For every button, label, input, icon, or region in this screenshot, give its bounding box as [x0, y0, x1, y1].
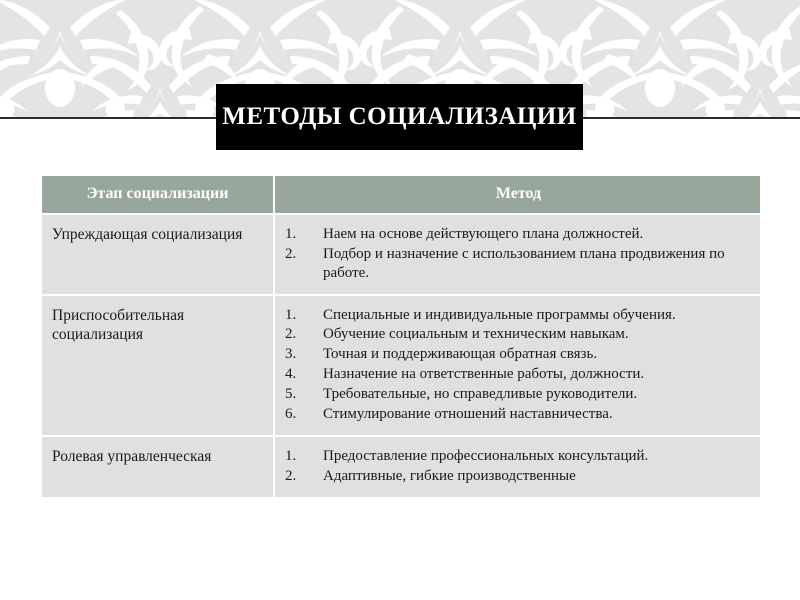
- method-item: Стимулирование отношений наставничества.: [323, 406, 613, 422]
- column-header-method: Метод: [495, 185, 542, 202]
- stage-cell: Приспособительная социализация: [42, 296, 275, 435]
- method-item: Требовательные, но справедливые руководители.: [323, 386, 638, 403]
- method-item: Назначение на ответственные работы, должности.: [323, 366, 645, 383]
- method-item: Адаптивные, гибкие производственные: [323, 467, 576, 484]
- table-row: [42, 437, 760, 499]
- table-header-row: [42, 176, 760, 215]
- stage-cell: Упреждающая социализация: [42, 215, 275, 294]
- table-row: [42, 296, 760, 437]
- method-item: Наем на основе действующего плана должностей.: [323, 225, 644, 242]
- method-list: [285, 225, 752, 283]
- table-row: [42, 215, 760, 296]
- page-title: МЕТОДЫ СОЦИАЛИЗАЦИИ: [222, 103, 577, 130]
- column-header-stage: Этап социализации: [42, 176, 275, 213]
- method-item: Точная и поддерживающая обратная связь.: [323, 346, 598, 363]
- method-list: [285, 447, 752, 486]
- method-item: Обучение социальным и техническим навыкам.: [323, 326, 629, 343]
- method-cell: [275, 296, 760, 435]
- method-list: [285, 306, 752, 424]
- methods-table: [42, 176, 760, 499]
- method-item: Предоставление профессиональных консультаций.: [323, 447, 649, 464]
- title-banner: [216, 84, 583, 150]
- method-item: Подбор и назначение с использованием плана продвижения по работе.: [323, 245, 725, 281]
- stage-cell: Ролевая управленческая: [42, 437, 275, 497]
- method-cell: [275, 215, 760, 294]
- method-cell: [275, 437, 760, 497]
- method-item: Специальные и индивидуальные программы обучения.: [323, 306, 676, 323]
